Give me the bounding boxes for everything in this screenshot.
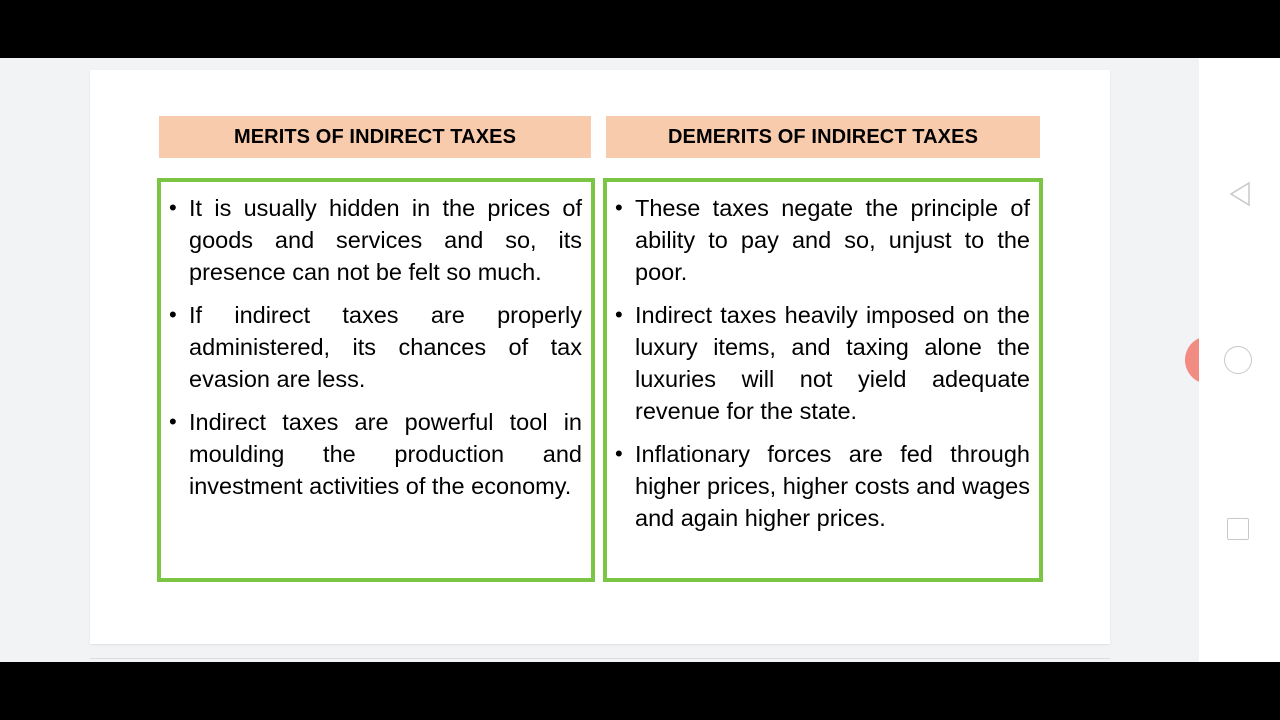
demerits-heading: DEMERITS OF INDIRECT TAXES: [606, 116, 1040, 158]
navigation-bar: [1199, 58, 1280, 662]
slide: [90, 70, 1110, 644]
demerit-point-3: • Inflationary forces are fed through higher prices, higher costs and wages and again higher prices.: [635, 438, 1030, 534]
demerit-point-2: • Indirect taxes heavily imposed on the luxury items, and taxing alone the luxuries will not yield adequate revenue for the state.: [635, 299, 1030, 427]
demerit-point-1: • These taxes negate the principle of ability to pay and so, unjust to the poor.: [635, 192, 1030, 288]
screen: [0, 58, 1280, 662]
merit-point-2: • If indirect taxes are properly administered, its chances of tax evasion are less.: [189, 299, 582, 395]
page-divider: [90, 658, 1110, 659]
demerits-box: [603, 178, 1043, 582]
merit-point-3: • Indirect taxes are powerful tool in moulding the production and investment activities of the economy.: [189, 406, 582, 502]
recents-icon[interactable]: [1227, 518, 1249, 540]
home-icon[interactable]: [1224, 346, 1252, 374]
merit-point-1: • It is usually hidden in the prices of goods and services and so, its presence can not be felt so much.: [189, 192, 582, 288]
merits-box: [157, 178, 595, 582]
merits-heading: MERITS OF INDIRECT TAXES: [159, 116, 591, 158]
